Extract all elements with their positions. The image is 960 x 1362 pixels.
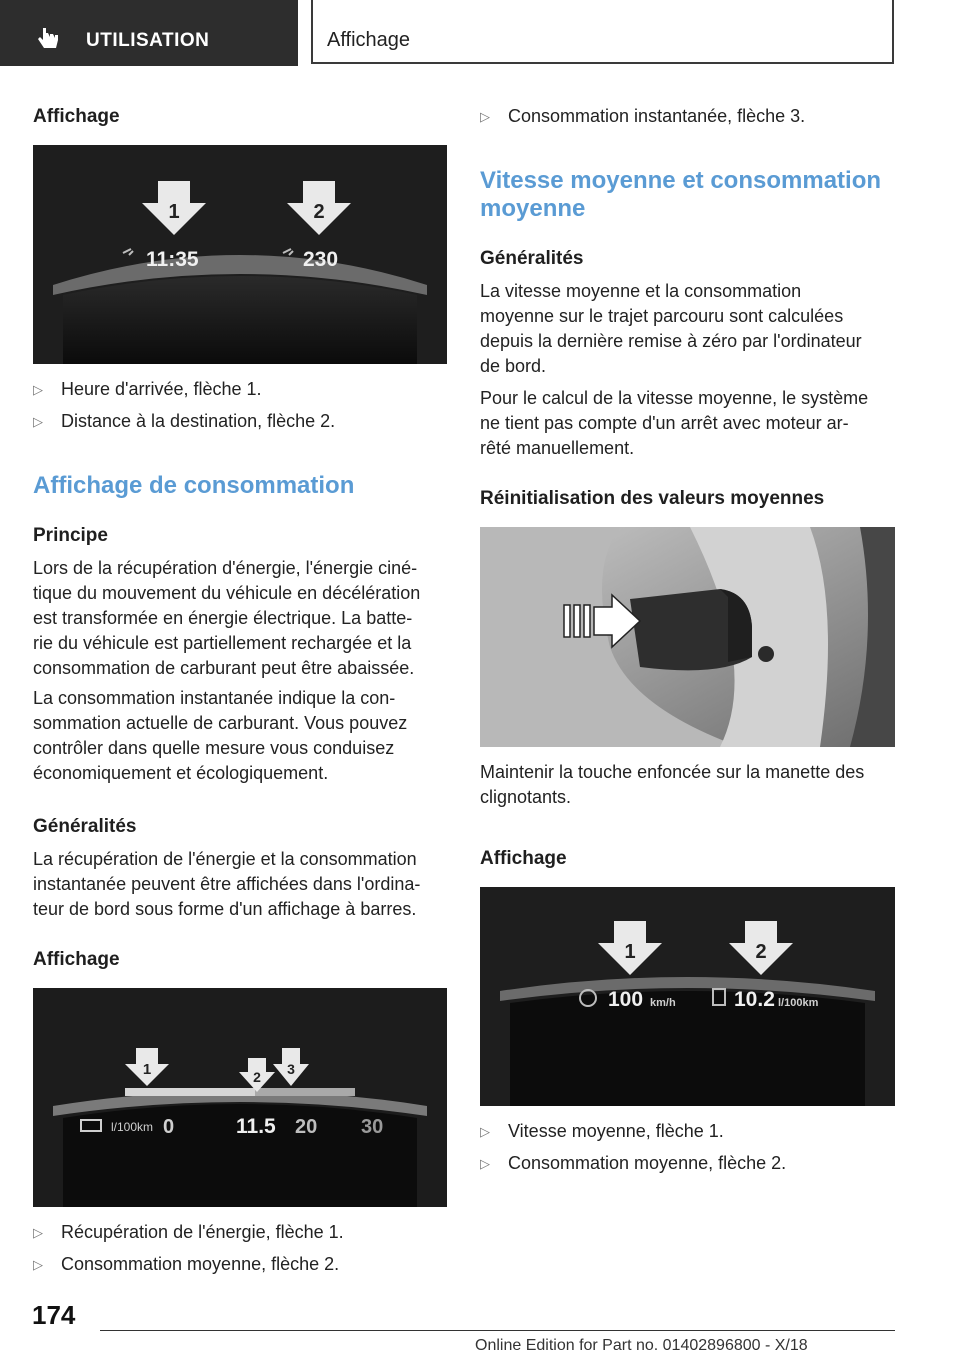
list-item: ▷ Heure d'arrivée, flèche 1. (33, 379, 262, 399)
general-paragraph: La récupération de l'énergie et la consommation instantanée peuvent être affichées dans l'ordina- teur de bord sous forme d'un affichage à barres. (33, 849, 421, 919)
triangle-bullet-icon: ▷ (480, 109, 490, 124)
general-heading: Généralités (33, 816, 137, 837)
page-number: 174 (32, 1300, 76, 1330)
list-item: ▷ Distance à la destination, flèche 2. (33, 411, 336, 431)
average-consumption: 10.2 (734, 988, 775, 1011)
triangle-bullet-icon: ▷ (33, 382, 43, 397)
arrow-1-label: 1 (168, 201, 180, 223)
average-speed: 100 (608, 988, 644, 1011)
triangle-bullet-icon: ▷ (480, 1124, 490, 1139)
average-values-figure (480, 887, 895, 1106)
arrow-2-label: 2 (313, 201, 325, 223)
scale-current: 11.5 (236, 1115, 276, 1138)
display-heading-3: Affichage (480, 848, 567, 869)
triangle-bullet-icon: ▷ (480, 1156, 490, 1171)
arrow-2-label: 2 (253, 1069, 261, 1085)
reset-heading: Réinitialisation des valeurs moyennes (480, 488, 825, 509)
scale-30: 30 (361, 1116, 384, 1138)
triangle-bullet-icon: ▷ (33, 414, 43, 429)
consumption-unit: l/100km (111, 1120, 154, 1134)
reset-paragraph: Maintenir la touche enfoncée sur la manette des clignotants. (480, 762, 865, 807)
scale-0: 0 (163, 1116, 175, 1138)
list-item: ▷ Vitesse moyenne, flèche 1. (480, 1121, 724, 1141)
scale-20: 20 (295, 1116, 318, 1138)
arrow-3-label: 3 (287, 1061, 295, 1077)
footer-edition: Online Edition for Part no. 01402896800 - X/18 (475, 1337, 808, 1354)
arrow-1-label: 1 (624, 941, 636, 963)
speed-unit: km/h (650, 997, 676, 1009)
principle-paragraph: Lors de la récupération d'énergie, l'énergie ciné- tique du mouvement du véhicule en décélération est transformée en énergie électrique. La batte- rie du véhicule est partiellement rechargée et la consommation de carburant peut être abaissée. (33, 558, 421, 678)
arrow-1-label: 1 (142, 1061, 152, 1078)
footer-divider (100, 1330, 895, 1331)
page-header (0, 0, 960, 66)
list-item: ▷ Récupération de l'énergie, flèche 1. (33, 1222, 344, 1242)
section-title-2: Vitesse moyenne et consommation moyenne (480, 167, 882, 222)
triangle-bullet-icon: ▷ (33, 1257, 43, 1272)
section-title: Affichage de consommation (33, 472, 355, 499)
list-item: ▷ Consommation moyenne, flèche 2. (33, 1254, 340, 1274)
general-paragraph-3: Pour le calcul de la vitesse moyenne, le système ne tient pas compte d'un arrêt avec moteur ar- rêté manuellement. (480, 388, 869, 458)
arrow-2-label: 2 (755, 941, 767, 963)
section-tab-label: UTILISATION (86, 30, 210, 51)
list-item: ▷ Consommation moyenne, flèche 2. (480, 1153, 787, 1173)
arrival-time: 11:35 (146, 248, 199, 271)
general-paragraph-2: La vitesse moyenne et la consommation moyenne sur le trajet parcouru sont calculées depuis la dernière remise à zéro par l'ordinateur de bord. (480, 281, 862, 376)
display-heading: Affichage (33, 106, 120, 127)
arrival-display-figure (33, 145, 447, 364)
general-heading-2: Généralités (480, 248, 584, 269)
list-item: ▷ Consommation instantanée, flèche 3. (480, 106, 806, 126)
principle-heading: Principe (33, 525, 108, 546)
turn-signal-lever-figure (480, 527, 895, 747)
display-heading-2: Affichage (33, 949, 120, 970)
triangle-bullet-icon: ▷ (33, 1225, 43, 1240)
destination-distance: 230 (303, 248, 339, 271)
page-tab (311, 0, 894, 64)
page-tab-label: Affichage (327, 29, 411, 51)
principle-paragraph-2: La consommation instantanée indique la con- sommation actuelle de carburant. Vous pouvez contrôler dans quelle mesure vous conduisez économiquement et écologiquement. (33, 688, 408, 783)
section-tab[interactable] (0, 0, 298, 66)
consumption-bar-figure (33, 988, 447, 1207)
consumption-unit: l/100km (778, 997, 819, 1009)
hand-pointer-icon (36, 26, 62, 52)
